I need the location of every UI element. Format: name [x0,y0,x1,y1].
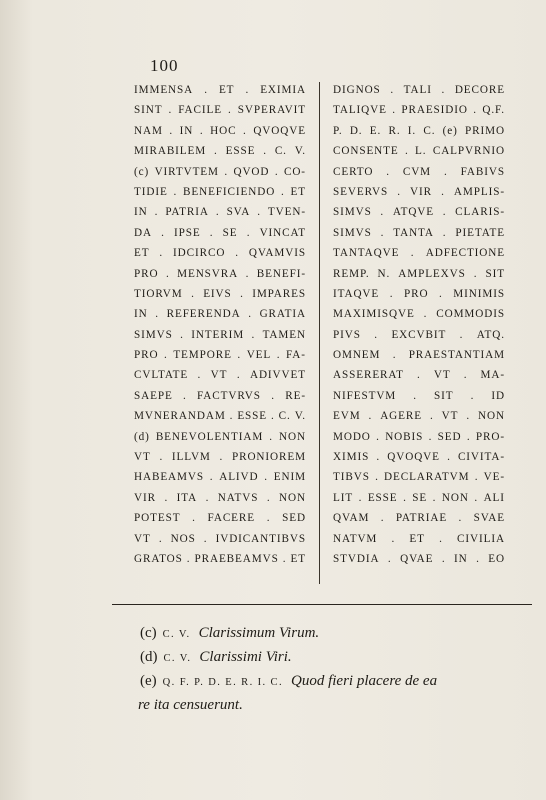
text-line: VT . ILLVM . PRONIOREM [134,451,306,464]
text-line: PRO . MENSVRA . BENEFI- [134,267,306,280]
text-line: IN . PATRIA . SVA . TVEN- [134,206,306,219]
left-text-column [134,80,306,569]
footnote-e [140,670,520,694]
text-line: TIBVS . DECLARATVM . VE- [333,471,505,484]
footnote-mark: (d) [140,649,158,665]
text-line: EVM . AGERE . VT . NON [333,410,505,423]
text-line: PRO . TEMPORE . VEL . FA- [134,349,306,362]
text-line: TANTAQVE . ADFECTIONE [333,247,505,260]
footnote-abbreviation: C. V. [163,653,192,664]
text-line: IN . REFERENDA . GRATIA [134,308,306,321]
text-line: ITAQVE . PRO . MINIMIS [333,287,505,300]
text-line: IMMENSA . ET . EXIMIA [134,84,306,96]
text-line: CONSENTE . L. CALPVRNIO [333,145,505,158]
text-line: MODO . NOBIS . SED . PRO- [333,430,505,443]
footnote-gloss: Clarissimi Viri. [199,649,292,665]
text-line: NAM . IN . HOC . QVOQVE [134,124,306,137]
footnotes [140,622,520,716]
text-line: PIVS . EXCVBIT . ATQ. [333,328,505,341]
text-line: TALIQVE . PRAESIDIO . Q.F. [333,104,505,117]
text-line: REMP. N. AMPLEXVS . SIT [333,267,505,280]
column-divider [319,82,320,584]
text-line: P. D. E. R. I. C. (e) PRIMO [333,124,505,137]
footnote-gloss: Clarissimum Virum. [198,625,320,641]
text-line: LIT . ESSE . SE . NON . ALI [333,491,505,504]
footnote-c [140,622,520,646]
text-line: TIORVM . EIVS . IMPARES [134,287,306,300]
text-line: NATVM . ET . CIVILIA [333,532,505,545]
text-line: ASSERERAT . VT . MA- [333,369,505,382]
text-line: ET . IDCIRCO . QVAMVIS [134,247,306,260]
text-line: CERTO . CVM . FABIVS [333,165,505,178]
text-line: SEVERVS . VIR . AMPLIS- [333,185,505,198]
text-line: SIMVS . TANTA . PIETATE [333,226,505,239]
right-text-column [333,80,505,569]
text-line: MIRABILEM . ESSE . C. V. [134,145,306,158]
footnote-gloss: Quod fieri placere de ea [291,673,438,689]
text-line: SIMVS . ATQVE . CLARIS- [333,206,505,219]
footnote-rule [112,604,532,605]
text-line: DA . IPSE . SE . VINCAT [134,226,306,239]
text-line: SAEPE . FACTVRVS . RE- [134,389,306,402]
text-line: GRATOS . PRAEBEAMVS . ET [134,552,306,565]
footnote-e-continuation [140,694,520,716]
text-line: MAXIMISQVE . COMMODIS [333,308,505,321]
text-line: STVDIA . QVAE . IN . EO [333,552,505,565]
text-line: XIMIS . QVOQVE . CIVITA- [333,451,505,464]
text-line: DIGNOS . TALI . DECORE [333,84,505,96]
text-line: MVNERANDAM . ESSE . C. V. [134,410,306,423]
text-line: TIDIE . BENEFICIENDO . ET [134,185,306,198]
page-number: 100 [150,56,179,75]
text-line: NIFESTVM . SIT . ID [333,389,505,402]
text-line: VT . NOS . IVDICANTIBVS [134,532,306,545]
text-line: CVLTATE . VT . ADIVVET [134,369,306,382]
text-line: (c) VIRTVTEM . QVOD . CO- [134,165,306,178]
footnote-gloss-continuation: re ita censuerunt. [138,697,243,713]
footnote-mark: (e) [140,673,157,689]
text-line: SIMVS . INTERIM . TAMEN [134,328,306,341]
text-line: OMNEM . PRAESTANTIAM [333,349,505,362]
footnote-d [140,646,520,670]
text-line: POTEST . FACERE . SED [134,512,306,525]
text-line: VIR . ITA . NATVS . NON [134,491,306,504]
footnote-abbreviation: Q. F. P. D. E. R. I. C. [162,677,283,688]
footnote-mark: (c) [140,625,157,641]
text-line: (d) BENEVOLENTIAM . NON [134,430,306,443]
footnote-abbreviation: C. V. [162,629,191,640]
text-line: SINT . FACILE . SVPERAVIT [134,104,306,117]
text-line: QVAM . PATRIAE . SVAE [333,512,505,525]
text-line: HABEAMVS . ALIVD . ENIM [134,471,306,484]
